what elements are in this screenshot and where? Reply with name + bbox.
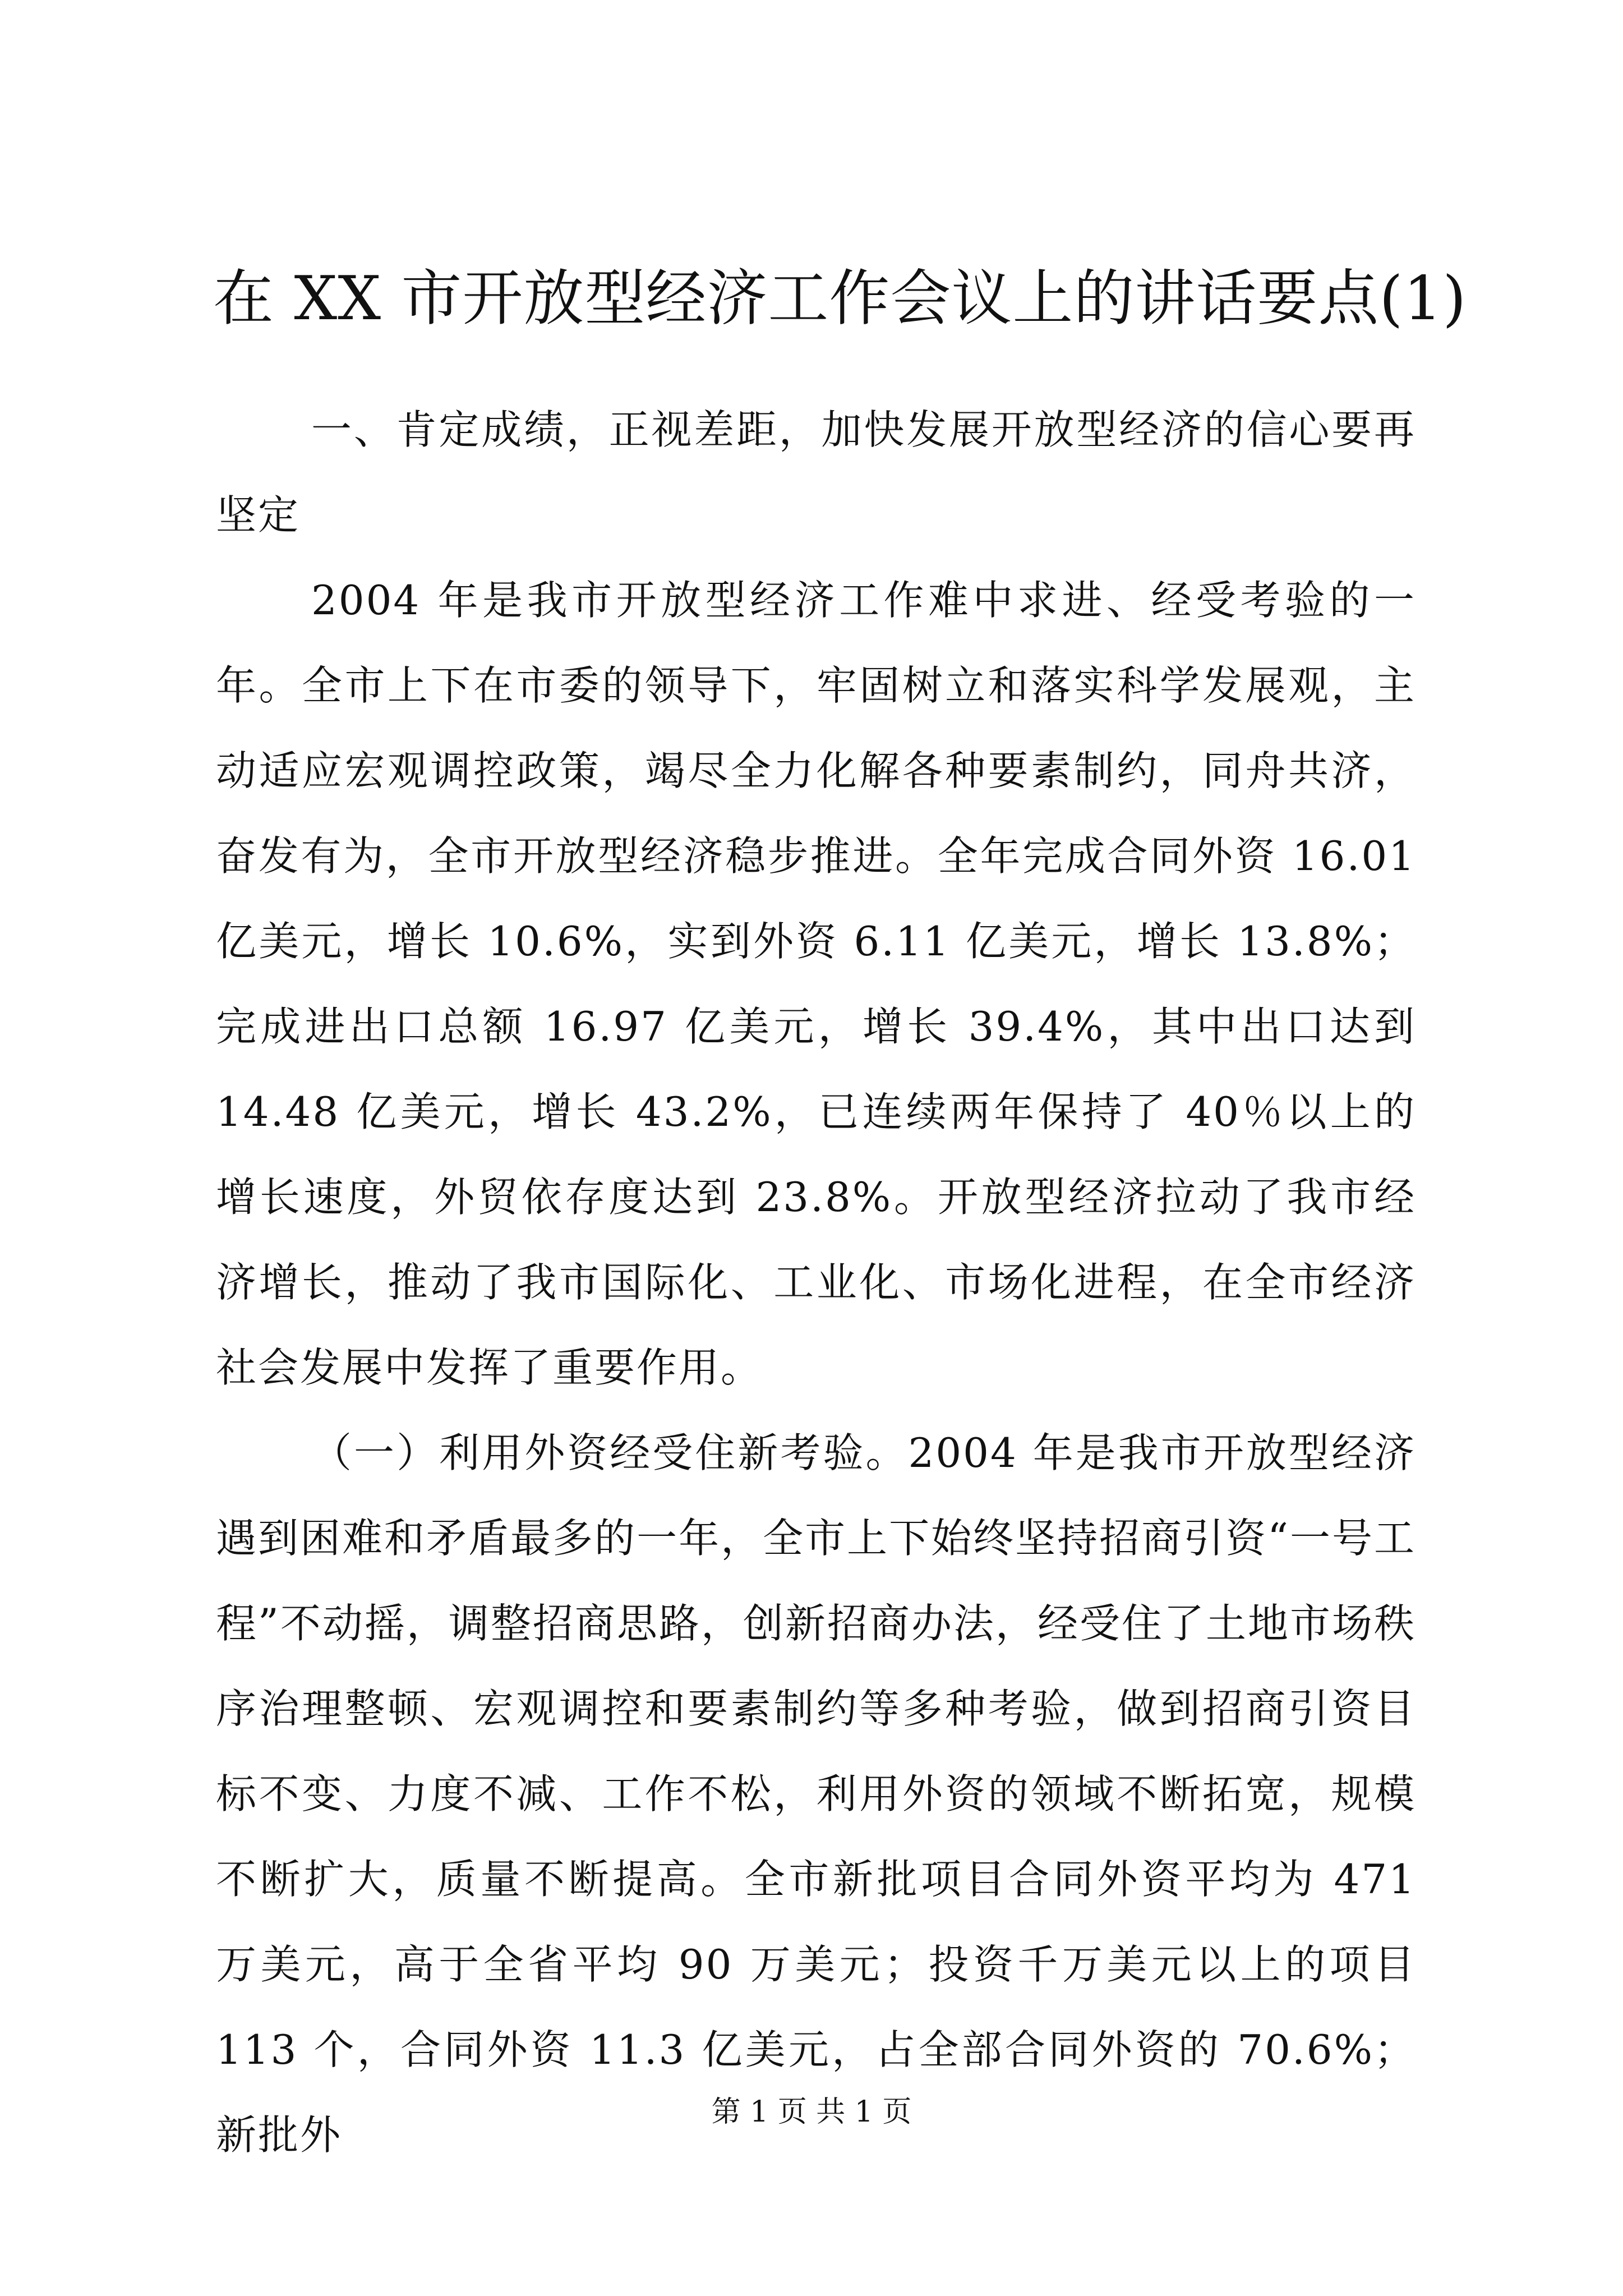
section-heading: 一、肯定成绩，正视差距，加快发展开放型经济的信心要再坚定 [216,406,1416,539]
body-paragraph: 2004 年是我市开放型经济工作难中求进、经受考验的一年。全市上下在市委的领导下，牢固树立和落实科学发展观，主动适应宏观调控政策，竭尽全力化解各种要素制约，同舟共济，奋发有为，全市开放型经济稳步推进。全年完成合同外资 16.01 亿美元，增长 10.6%，实到外资 6.11 亿美元，增长 13.8%；完成进出口总额 16.97 亿美元，增长 39.4%，其中出口达到 14.48 亿美元，增长 43.2%，已连续两年保持了 40％以上的增长速度，外贸依存度达到 23.8%。开放型经济拉动了我市经济增长，推动了我市国际化、工业化、市场化进程，在全市经济社会发展中发挥了重要作用。 [216,577,1416,1391]
body-paragraph: （一）利用外资经受住新考验。2004 年是我市开放型经济遇到困难和矛盾最多的一年，全市上下始终坚持招商引资“一号工程”不动摇，调整招商思路，创新招商办法，经受住了土地市场秩序治理整顿、宏观调控和要素制约等多种考验，做到招商引资目标不变、力度不减、工作不松，利用外资的领域不断拓宽，规模不断扩大，质量不断提高。全市新批项目合同外资平均为 471 万美元，高于全省平均 90 万美元；投资千万美元以上的项目 113 个，合同外资 11.3 亿美元，占全部合同外资的 70.6%；新批外 [216,1429,1416,2159]
document-body [216,387,1416,2178]
page-footer: 第 1 页 共 1 页 [711,2095,912,2129]
document-title: 在 XX 市开放型经济工作会议上的讲话要点(1) [213,264,1467,334]
